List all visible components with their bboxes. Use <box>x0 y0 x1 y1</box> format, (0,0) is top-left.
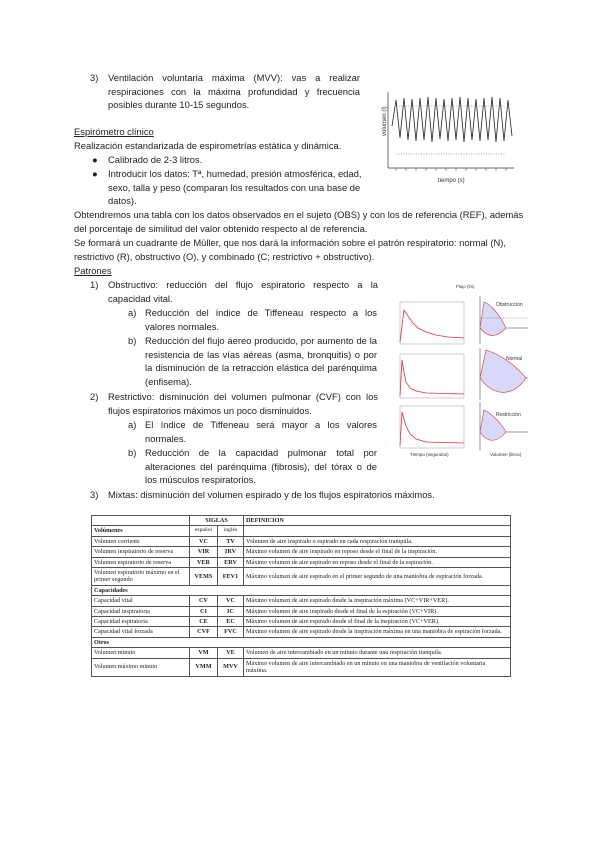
fig-top-ticks <box>396 168 506 171</box>
table-row <box>92 627 511 637</box>
fig-right-xlabel-left: Tiempo (segundos) <box>410 452 449 457</box>
row-name: Volumen espiratorio máximo en el primer segundo <box>92 568 190 586</box>
row-def: Máximo volumen de aire espirado en el primer segundo de una maniobra de espiración forzada. <box>244 568 511 586</box>
patron-2b-number: b) <box>128 447 137 458</box>
spirometry-definitions-table <box>91 515 511 677</box>
table-row <box>92 648 511 658</box>
obstruction-time-plot <box>400 302 464 344</box>
row-def: Máximo volumen de aire espirado en reposo desde el final de la espiración. <box>244 557 511 567</box>
section-title: Volúmenes <box>92 526 190 536</box>
patron-2a-text: El índice de Tiffeneau será mayor a los valores normales. <box>145 419 377 444</box>
patron-1b-text: Reducción del flujo áereo producido, por aumento de la resistencia de las vías aéreas (asma, bronquitis) o por la disminución de la retracción elástica del parénquima (enfisema). <box>145 335 377 387</box>
label-obstruccion: Obstrucción <box>496 302 523 308</box>
row-name: Capacidad espiratoria <box>92 617 190 627</box>
table-section-row <box>92 585 511 595</box>
normal-time-plot <box>400 354 464 398</box>
row-name: Volumen máximo minuto <box>92 658 190 676</box>
row-en: VE <box>218 648 244 658</box>
section-title: Capacidades <box>92 585 511 595</box>
fig-top-xlabel: tiempo (s) <box>438 178 465 184</box>
row-es: VM <box>190 648 218 658</box>
table-head-en: inglés <box>218 526 244 536</box>
table-row <box>92 557 511 567</box>
row-en: IRV <box>218 547 244 557</box>
patron-2b-text: Reducción de la capacidad pulmonar total por alteraciones del parénquima (fibrosis), del tórax o de los músculos respiratorios. <box>145 447 377 486</box>
restriction-time-plot <box>400 406 464 448</box>
row-def: Máximo volumen de aire espirado desde la inspiración máxima en una maniobra de espiración forzada. <box>244 627 511 637</box>
mvv-volume-time-figure <box>366 86 522 196</box>
fig-right-xlabel-right: Volumen (litros) <box>490 452 522 457</box>
table-row <box>92 568 511 586</box>
label-restriccion: Restricción <box>496 412 521 418</box>
restriction-flow-volume-plot <box>480 402 528 450</box>
row-es: VER <box>190 557 218 567</box>
table-head-es: español <box>190 526 218 536</box>
row-es: CI <box>190 606 218 616</box>
row-en: EC <box>218 617 244 627</box>
row-def: Máximo volumen de aire inspirado en reposo desde el final de la inspiración. <box>244 547 511 557</box>
patrones-heading: Patrones <box>74 265 112 276</box>
section-title: Otros <box>92 637 511 647</box>
patron-1-number: 1) <box>90 279 99 290</box>
fig-top-dashes <box>396 106 506 154</box>
patron-3-text: Mixtas: disminución del volumen espirado y de los flujos espiratorios máximos. <box>108 489 435 500</box>
spirometry-patterns-figure <box>386 282 532 460</box>
fig-top-ylabel: volumen (l) <box>382 106 388 136</box>
table-head-col1 <box>92 516 190 526</box>
espiro-para-1: Obtendremos una tabla con los datos observados en el sujeto (OBS) y con los de referencia (REF), además del porcentaje de similitud del valor obtenido respecto al de referencia. <box>74 209 524 234</box>
row-en: IC <box>218 606 244 616</box>
row-es: VEMS <box>190 568 218 586</box>
row-name: Capacidad inspiratoria <box>92 606 190 616</box>
label-normal: Normal <box>506 356 523 362</box>
row-def: Máximo volumen de aire espirado desde el final de la inspiración (VC+VER). <box>244 617 511 627</box>
row-name: Capacidad vital <box>92 596 190 606</box>
patron-3-number: 3) <box>90 489 99 500</box>
table-row <box>92 606 511 616</box>
row-name: Volumen minuto <box>92 648 190 658</box>
table-row <box>92 658 511 676</box>
espiro-para-2: Se formará un cuadrante de Müller, que nos dará la información sobre el patrón respiratorio: normal (N), restrictivo (R), obstructivo (O), y combinado (C; restrictivo + obstructivo). <box>74 237 506 262</box>
patron-2-number: 2) <box>90 391 99 402</box>
row-en: ERV <box>218 557 244 567</box>
patron-1b-number: b) <box>128 335 137 346</box>
patron-1a-number: a) <box>128 307 137 318</box>
patron-1-text: Obstructivo: reducción del flujo espiratorio respecto a la capacidad vital. <box>108 279 378 304</box>
mvv-text: Ventilación voluntaria máxima (MVV): vas a realizar respiraciones con la máxima profundidad y frecuencia posibles durante 10-15 segundos. <box>108 72 360 111</box>
table-section-row <box>92 526 511 536</box>
row-en: TV <box>218 536 244 546</box>
row-en: MVV <box>218 658 244 676</box>
row-es: CV <box>190 596 218 606</box>
row-es: CE <box>190 617 218 627</box>
table-row <box>92 617 511 627</box>
mvv-number: 3) <box>90 72 99 83</box>
row-es: VIR <box>190 547 218 557</box>
table-row <box>92 547 511 557</box>
espiro-intro: Realización estandarizada de espirometrías estática y dinámica. <box>74 140 342 151</box>
espiro-bullet-2: Introducir los datos: Tª, humedad, presión atmosférica, edad, sexo, talla y peso (comparan los resultados con una base de datos). <box>108 168 362 207</box>
table-section-row <box>92 637 511 647</box>
fig-right-top-label: Flujo (l/s) <box>456 284 475 289</box>
row-def: Volumen de aire inspirado o espirado en cada respiración tranquila. <box>244 536 511 546</box>
row-en: VC <box>218 596 244 606</box>
row-en: FEV1 <box>218 568 244 586</box>
row-es: VC <box>190 536 218 546</box>
patron-1a-text: Reducción del índice de Tiffeneau respecto a los valores normales. <box>145 307 377 332</box>
row-es: VMM <box>190 658 218 676</box>
row-def: Volumen de aire intercambiado en un minuto durante una respiración tranquila. <box>244 648 511 658</box>
espiro-heading: Espirómetro clínico <box>74 126 154 137</box>
row-name: Volumen corriente <box>92 536 190 546</box>
row-name: Capacidad vital forzada <box>92 627 190 637</box>
row-def: Máximo volumen de aire espirado desde la inspiración máxima (VC+VIR+VER). <box>244 596 511 606</box>
table-row <box>92 596 511 606</box>
row-en: FVC <box>218 627 244 637</box>
bullet-dot-1: ● <box>92 154 98 165</box>
table-head-row <box>92 516 511 526</box>
patron-2-text: Restrictivo: disminución del volumen pulmonar (CVF) con los flujos espiratorios máximos un poco disminuidos. <box>108 391 378 416</box>
table-head-siglas: SIGLAS <box>190 516 244 526</box>
row-def: Máximo volumen de aire intercambiado en un minuto en una maniobra de ventilación voluntaria máxima. <box>244 658 511 676</box>
bullet-dot-2: ● <box>92 168 98 179</box>
espiro-bullet-1: Calibrado de 2-3 litros. <box>108 154 203 165</box>
patron-2a-number: a) <box>128 419 137 430</box>
row-def: Máximo volumen de aire inspirado desde el final de la espiración (VC+VIR). <box>244 606 511 616</box>
row-es: CVF <box>190 627 218 637</box>
row-name: Volumen espiratorio de reserva <box>92 557 190 567</box>
table-row <box>92 536 511 546</box>
table-head-definicion: DEFINICION <box>244 516 511 526</box>
fig-top-trace <box>392 97 512 142</box>
row-name: Volumen inspiratorio de reserva <box>92 547 190 557</box>
